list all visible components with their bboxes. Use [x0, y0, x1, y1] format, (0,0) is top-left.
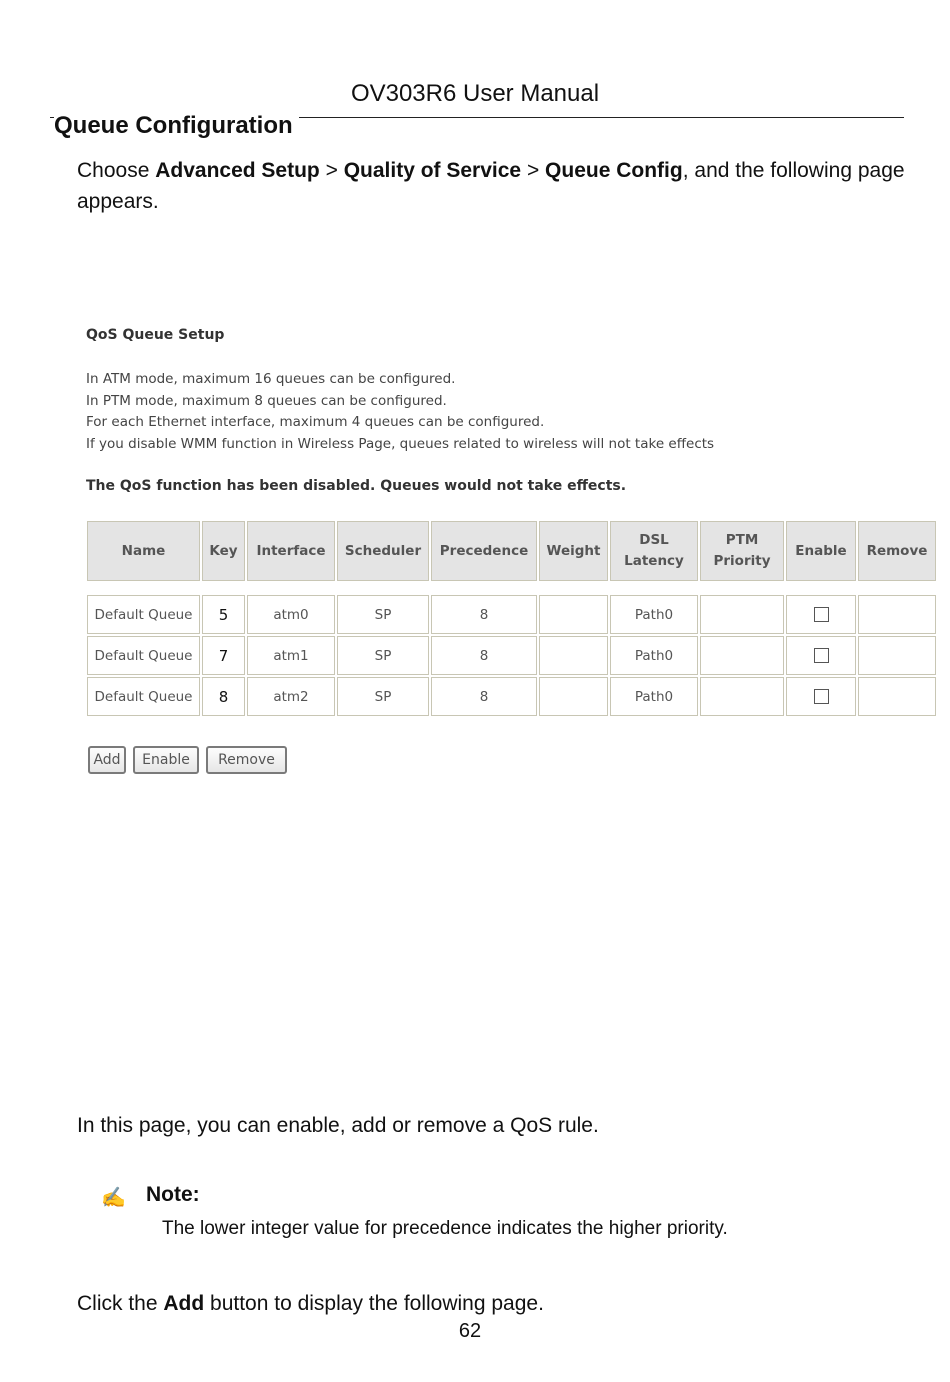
table-row: [87, 677, 936, 716]
queue-dsl-latency: Path0: [610, 677, 698, 716]
remove-button[interactable]: Remove: [206, 746, 287, 774]
queue-table-header: [85, 519, 938, 583]
enable-button[interactable]: Enable: [133, 746, 199, 774]
column-header-dsl-latency: DSL Latency: [610, 521, 698, 581]
table-row: [87, 636, 936, 675]
enable-checkbox[interactable]: [814, 607, 829, 622]
queue-dsl-latency: Path0: [610, 636, 698, 675]
column-header-name: Name: [87, 521, 200, 581]
queue-scheduler: SP: [337, 677, 429, 716]
writing-hand-icon: ✍: [101, 1187, 126, 1209]
intro-suffix: , and the following page appears.: [77, 159, 905, 213]
enable-checkbox[interactable]: [814, 648, 829, 663]
queue-name: Default Queue: [87, 636, 200, 675]
section-title: Queue Configuration: [54, 112, 299, 140]
queue-scheduler: SP: [337, 595, 429, 634]
queue-key: 8: [202, 677, 245, 716]
click-suffix: button to display the following page.: [204, 1292, 544, 1315]
path-separator: >: [521, 159, 546, 182]
queue-ptm-priority: [700, 677, 784, 716]
column-header-enable: Enable: [786, 521, 856, 581]
enable-cell: [786, 595, 856, 634]
menu-path-quality-of-service: Quality of Service: [343, 159, 522, 182]
queue-precedence: 8: [431, 636, 537, 675]
column-header-interface: Interface: [247, 521, 335, 581]
page-number: 62: [458, 1320, 482, 1342]
info-line: In PTM mode, maximum 8 queues can be configured.: [86, 393, 447, 409]
queue-table-body: [85, 593, 938, 718]
queue-precedence: 8: [431, 677, 537, 716]
queue-interface: atm0: [247, 595, 335, 634]
column-header-scheduler: Scheduler: [337, 521, 429, 581]
info-line: In ATM mode, maximum 16 queues can be configured.: [86, 371, 456, 387]
click-instruction: [77, 1288, 544, 1319]
add-emphasis: Add: [163, 1292, 205, 1315]
info-line: For each Ethernet interface, maximum 4 queues can be configured.: [86, 414, 545, 430]
column-header-precedence: Precedence: [431, 521, 537, 581]
intro-paragraph: [77, 155, 917, 217]
queue-ptm-priority: [700, 636, 784, 675]
queue-dsl-latency: Path0: [610, 595, 698, 634]
queue-scheduler: SP: [337, 636, 429, 675]
enable-cell: [786, 677, 856, 716]
page-header-title: OV303R6 User Manual: [350, 80, 600, 107]
column-header-remove: Remove: [858, 521, 936, 581]
table-row: [87, 595, 936, 634]
menu-path-queue-config: Queue Config: [545, 159, 683, 182]
info-line: If you disable WMM function in Wireless Page, queues related to wireless will not take effects: [86, 436, 715, 452]
remove-cell: [858, 677, 936, 716]
qos-disabled-warning: The QoS function has been disabled. Queues would not take effects.: [86, 478, 627, 494]
note-text: The lower integer value for precedence indicates the higher priority.: [162, 1218, 728, 1239]
queue-ptm-priority: [700, 595, 784, 634]
enable-checkbox[interactable]: [814, 689, 829, 704]
column-header-weight: Weight: [539, 521, 608, 581]
queue-weight: [539, 677, 608, 716]
click-prefix: Click the: [77, 1292, 164, 1315]
qos-setup-title: QoS Queue Setup: [86, 327, 225, 343]
queue-key: 7: [202, 636, 245, 675]
qos-queue-setup-screenshot: [84, 320, 942, 790]
column-header-ptm-priority: PTM Priority: [700, 521, 784, 581]
intro-prefix: Choose: [77, 159, 156, 182]
queue-weight: [539, 636, 608, 675]
column-header-key: Key: [202, 521, 245, 581]
add-button[interactable]: Add: [88, 746, 126, 774]
enable-cell: [786, 636, 856, 675]
queue-interface: atm1: [247, 636, 335, 675]
note-label: Note:: [146, 1183, 200, 1206]
queue-key: 5: [202, 595, 245, 634]
queue-name: Default Queue: [87, 595, 200, 634]
queue-precedence: 8: [431, 595, 537, 634]
queue-name: Default Queue: [87, 677, 200, 716]
remove-cell: [858, 636, 936, 675]
remove-cell: [858, 595, 936, 634]
queue-interface: atm2: [247, 677, 335, 716]
queue-weight: [539, 595, 608, 634]
path-separator: >: [319, 159, 344, 182]
menu-path-advanced-setup: Advanced Setup: [155, 159, 320, 182]
body-paragraph: In this page, you can enable, add or remove a QoS rule.: [77, 1114, 599, 1137]
